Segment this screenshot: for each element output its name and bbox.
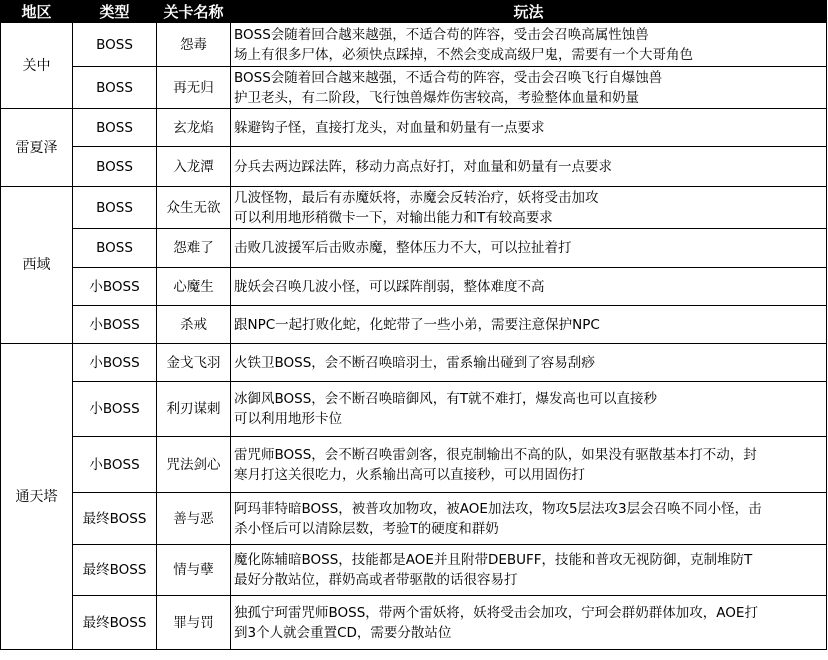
table-row bbox=[1, 187, 827, 229]
region-cell: 西域 bbox=[1, 187, 73, 344]
play-line: BOSS会随着回合越来越强，不适合苟的阵容，受击会召唤飞行自爆蚀兽 bbox=[234, 69, 663, 86]
play-line: 可以利用地形卡位 bbox=[234, 411, 342, 427]
level-name-cell: 罪与罚 bbox=[157, 596, 231, 650]
type-cell: BOSS bbox=[73, 147, 157, 187]
type-cell: 小BOSS bbox=[73, 306, 157, 344]
play-cell bbox=[231, 344, 827, 382]
type-cell: BOSS bbox=[73, 109, 157, 147]
play-line: BOSS会随着回合越来越强，不适合苟的阵容，受击会召唤高属性蚀兽 bbox=[234, 26, 649, 43]
header-type: 类型 bbox=[73, 1, 157, 23]
region-cell: 雷夏泽 bbox=[1, 109, 73, 187]
play-line: 场上有很多尸体，必须快点踩掉，不然会变成高级尸鬼，需要有一个大哥角色 bbox=[234, 46, 693, 63]
table-row bbox=[1, 67, 827, 109]
play-cell bbox=[231, 545, 827, 596]
type-cell: BOSS bbox=[73, 229, 157, 268]
play-line: 阿玛菲特暗BOSS，被普攻加物攻，被AOE加法攻，物攻5层法攻3层会召唤不同小怪，击 bbox=[234, 500, 762, 517]
level-name-cell: 心魔生 bbox=[157, 268, 231, 306]
level-name-cell: 咒法剑心 bbox=[157, 437, 231, 493]
type-cell: 小BOSS bbox=[73, 382, 157, 437]
type-cell: 最终BOSS bbox=[73, 596, 157, 650]
play-line: 寒月打这关很吃力，火系输出高可以直接秒，可以用固伤打 bbox=[234, 466, 585, 483]
play-cell bbox=[231, 596, 827, 650]
play-cell bbox=[231, 147, 827, 187]
level-name-cell: 入龙潭 bbox=[157, 147, 231, 187]
play-cell bbox=[231, 493, 827, 545]
play-line: 到3个人就会重置CD，需要分散站位 bbox=[234, 624, 452, 641]
play-cell bbox=[231, 23, 827, 67]
level-name-cell: 利刃谋刺 bbox=[157, 382, 231, 437]
table-row bbox=[1, 545, 827, 596]
play-cell bbox=[231, 437, 827, 493]
level-name-cell: 怨毒 bbox=[157, 23, 231, 67]
table-row bbox=[1, 23, 827, 67]
type-cell: BOSS bbox=[73, 23, 157, 67]
table-row bbox=[1, 596, 827, 650]
level-name-cell: 善与恶 bbox=[157, 493, 231, 545]
table-row bbox=[1, 437, 827, 493]
play-line: 几波怪物，最后有赤魔妖将，赤魔会反转治疗，妖将受击加攻 bbox=[234, 189, 599, 206]
level-name-cell: 怨难了 bbox=[157, 229, 231, 268]
level-name-cell: 杀戒 bbox=[157, 306, 231, 344]
header-play: 玩法 bbox=[231, 1, 827, 23]
play-line: 火铁卫BOSS，会不断召唤暗羽士，雷系输出碰到了容易刮痧 bbox=[234, 354, 595, 371]
level-name-cell: 玄龙焰 bbox=[157, 109, 231, 147]
table-body bbox=[1, 23, 827, 650]
table-row bbox=[1, 147, 827, 187]
play-line: 躲避钩子怪，直接打龙头，对血量和奶量有一点要求 bbox=[234, 119, 545, 136]
play-cell bbox=[231, 229, 827, 268]
type-cell: BOSS bbox=[73, 67, 157, 109]
play-line: 独孤宁珂雷咒师BOSS，带两个雷妖将，妖将受击会加攻，宁珂会群奶群体加攻，AOE打 bbox=[234, 604, 758, 621]
play-cell bbox=[231, 187, 827, 229]
play-line: 分兵去两边踩法阵，移动力高点好打，对血量和奶量有一点要求 bbox=[234, 158, 612, 175]
play-line: 跟NPC一起打败化蛇，化蛇带了一些小弟，需要注意保护NPC bbox=[234, 316, 600, 333]
type-cell: 最终BOSS bbox=[73, 493, 157, 545]
table-row bbox=[1, 268, 827, 306]
level-name-cell: 金戈飞羽 bbox=[157, 344, 231, 382]
table-row bbox=[1, 382, 827, 437]
play-cell bbox=[231, 306, 827, 344]
play-cell bbox=[231, 268, 827, 306]
table-row bbox=[1, 229, 827, 268]
play-cell bbox=[231, 109, 827, 147]
table-row bbox=[1, 109, 827, 147]
level-name-cell: 情与孽 bbox=[157, 545, 231, 596]
header-row bbox=[1, 1, 827, 23]
play-line: 可以利用地形稍微卡一下，对输出能力和T有较高要求 bbox=[234, 209, 553, 226]
play-line: 最好分散站位，群奶高或者带驱散的话很容易打 bbox=[234, 572, 518, 588]
play-line: 杀小怪后可以清除层数，考验T的硬度和群奶 bbox=[234, 520, 499, 537]
play-cell bbox=[231, 382, 827, 437]
header-level-name: 关卡名称 bbox=[157, 1, 231, 23]
play-line: 冰御风BOSS，会不断召唤暗御风，有T就不难打，爆发高也可以直接秒 bbox=[234, 391, 658, 407]
type-cell: 最终BOSS bbox=[73, 545, 157, 596]
level-name-cell: 众生无欲 bbox=[157, 187, 231, 229]
type-cell: 小BOSS bbox=[73, 437, 157, 493]
table-row bbox=[1, 493, 827, 545]
type-cell: 小BOSS bbox=[73, 268, 157, 306]
type-cell: 小BOSS bbox=[73, 344, 157, 382]
play-line: 雷咒师BOSS，会不断召唤雷剑客，很克制输出不高的队，如果没有驱散基本打不动，封 bbox=[234, 446, 757, 463]
type-cell: BOSS bbox=[73, 187, 157, 229]
play-line: 击败几波援军后击败赤魔，整体压力不大，可以拉扯着打 bbox=[234, 240, 572, 256]
header-region: 地区 bbox=[1, 1, 73, 23]
level-name-cell: 再无归 bbox=[157, 67, 231, 109]
table-row bbox=[1, 306, 827, 344]
table-row bbox=[1, 344, 827, 382]
play-line: 护卫老头，有二阶段，飞行蚀兽爆炸伤害较高，考验整体血量和奶量 bbox=[234, 89, 639, 106]
play-cell bbox=[231, 67, 827, 109]
region-cell: 通天塔 bbox=[1, 344, 73, 650]
play-line: 魔化陈辅暗BOSS，技能都是AOE并且附带DEBUFF，技能和普攻无视防御，克制堆防T bbox=[234, 552, 753, 568]
play-line: 胧妖会召唤几波小怪，可以踩阵削弱，整体难度不高 bbox=[234, 278, 545, 295]
region-cell: 关中 bbox=[1, 23, 73, 109]
